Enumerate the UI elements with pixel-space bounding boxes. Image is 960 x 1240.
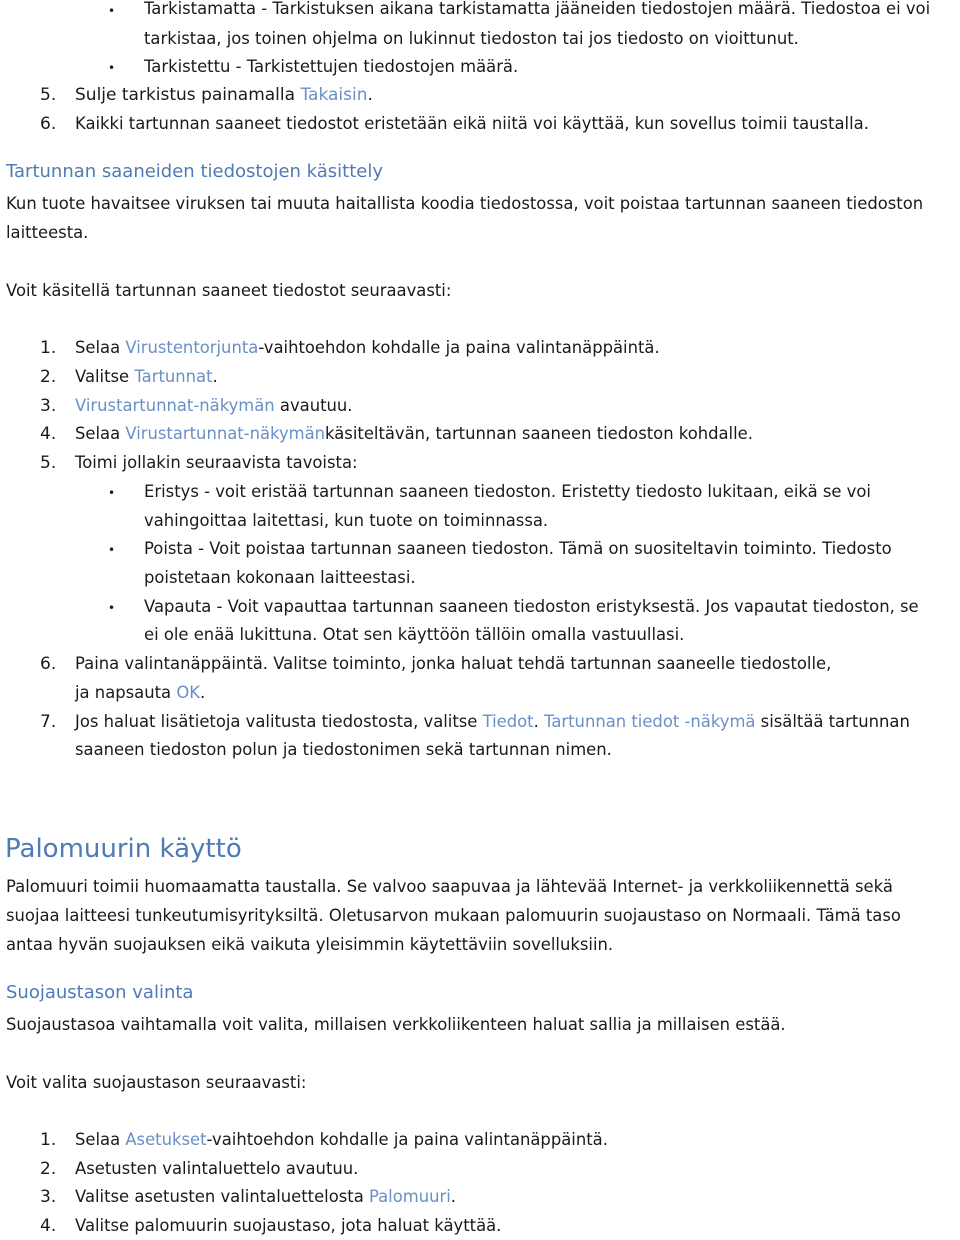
link-virustartunnat-nakyma[interactable]: Virustartunnat-näkymän xyxy=(75,396,275,415)
paragraph-text: laitteesta. xyxy=(6,223,89,242)
option-text: poistetaan kokonaan laitteestasi. xyxy=(144,568,416,587)
list-item xyxy=(75,84,373,106)
step-number: 4. xyxy=(40,1216,57,1236)
step-number: 1. xyxy=(40,338,57,358)
paragraph-text: antaa hyvän suojauksen eikä vaikuta yleisimmin käytettäviin sovelluksiin. xyxy=(6,935,614,954)
list-item xyxy=(75,337,660,359)
step-text: . xyxy=(367,85,373,105)
step-text: Selaa xyxy=(75,338,126,357)
step-text: . xyxy=(199,683,206,702)
step-text: Selaa xyxy=(75,1130,126,1149)
option-text: Eristys - voit eristää tartunnan saaneen tiedoston. Eristetty tiedosto lukitaan, eikä se voi xyxy=(144,482,871,501)
step-text: Valitse palomuurin suojaustaso, jota haluat käyttää. xyxy=(75,1216,502,1235)
step-text: Valitse asetusten valintaluettelosta xyxy=(75,1187,369,1206)
option-text: ei ole enää lukittuna. Otat sen käyttöön tällöin omalla vastuullasi. xyxy=(144,625,685,644)
list-item xyxy=(75,1186,456,1208)
step-number: 6. xyxy=(40,114,57,134)
link-takaisin[interactable]: Takaisin xyxy=(300,85,368,105)
option-text: Poista - Voit poistaa tartunnan saaneen tiedoston. Tämä on suositeltavin toiminto. Tiedosto xyxy=(144,539,892,558)
step-text: saaneen tiedoston polun ja tiedostonimen sekä tartunnan nimen. xyxy=(75,740,612,759)
step-text: Selaa xyxy=(75,424,126,443)
step-text: sisältää tartunnan xyxy=(755,712,910,731)
step-text: ja napsauta xyxy=(75,683,177,702)
paragraph-text: suojaa laitteesi tunkeutumisyrityksiltä. Oletusarvon mukaan palomuurin suojaustaso on Normaali. Tämä taso xyxy=(6,906,901,925)
list-item xyxy=(75,1129,608,1151)
list-item xyxy=(75,711,910,733)
list-item xyxy=(75,366,218,388)
step-text: . xyxy=(533,712,545,731)
step-text: -vaihtoehdon kohdalle ja paina valintanäppäintä. xyxy=(206,1130,608,1149)
list-item xyxy=(75,423,753,445)
bullet-icon: • xyxy=(108,486,116,500)
page-heading: Palomuurin käyttö xyxy=(5,834,242,864)
step-number: 3. xyxy=(40,396,57,416)
link-tartunnan-tiedot[interactable]: Tartunnan tiedot -näkymä xyxy=(544,712,756,731)
section-heading: Tartunnan saaneiden tiedostojen käsittely xyxy=(6,161,384,182)
bullet-icon: • xyxy=(108,601,116,615)
step-text: Toimi jollakin seuraavista tavoista: xyxy=(75,453,358,472)
step-number: 2. xyxy=(40,1159,57,1179)
bullet-icon: • xyxy=(108,4,116,18)
step-text: avautuu. xyxy=(274,396,353,415)
step-number: 2. xyxy=(40,367,57,387)
step-text: käsiteltävän, tartunnan saaneen tiedoston kohdalle. xyxy=(325,424,753,443)
step-number: 5. xyxy=(40,453,57,473)
list-item xyxy=(75,682,205,704)
step-text: -vaihtoehdon kohdalle ja paina valintanäppäintä. xyxy=(258,338,660,357)
step-number: 3. xyxy=(40,1187,57,1207)
step-number: 4. xyxy=(40,424,57,444)
link-palomuuri[interactable]: Palomuuri xyxy=(368,1187,451,1206)
link-virustartunnat-nakyma[interactable]: Virustartunnat-näkymän xyxy=(125,424,326,443)
step-text: Jos haluat lisätietoja valitusta tiedostosta, valitse xyxy=(75,712,483,731)
link-asetukset[interactable]: Asetukset xyxy=(125,1130,207,1149)
step-text: Valitse xyxy=(75,367,135,386)
paragraph-text: Kun tuote havaitsee viruksen tai muuta haitallista koodia tiedostossa, voit poistaa tartunnan saaneen tiedoston xyxy=(6,194,924,213)
list-item-text: Tarkistettu - Tarkistettujen tiedostojen määrä. xyxy=(144,57,519,76)
link-virustentorjunta[interactable]: Virustentorjunta xyxy=(125,338,259,357)
bullet-icon: • xyxy=(108,61,116,75)
step-text: . xyxy=(450,1187,456,1206)
step-text: Sulje tarkistus painamalla xyxy=(75,85,301,105)
option-text: vahingoittaa laitettasi, kun tuote on toiminnassa. xyxy=(144,511,549,530)
step-number: 7. xyxy=(40,712,57,732)
paragraph-text: Voit valita suojaustason seuraavasti: xyxy=(6,1073,307,1092)
step-number: 1. xyxy=(40,1130,57,1150)
paragraph-text: Palomuuri toimii huomaamatta taustalla. Se valvoo saapuvaa ja lähtevää Internet- ja verkkoliikennettä sekä xyxy=(6,877,893,896)
list-item-text: Tarkistamatta - Tarkistuksen aikana tarkistamatta jääneiden tiedostojen määrä. Tiedostoa ei voi xyxy=(144,0,931,18)
link-tiedot[interactable]: Tiedot xyxy=(482,712,534,731)
list-item-text: tarkistaa, jos toinen ohjelma on lukinnut tiedoston tai jos tiedosto on vioittunut. xyxy=(144,29,799,48)
step-number: 6. xyxy=(40,654,57,674)
link-ok[interactable]: OK xyxy=(176,683,200,702)
paragraph-text: Suojaustasoa vaihtamalla voit valita, millaisen verkkoliikenteen haluat sallia ja millaisen estää. xyxy=(6,1015,786,1034)
step-text: Kaikki tartunnan saaneet tiedostot eristetään eikä niitä voi käyttää, kun sovellus toimii taustalla. xyxy=(75,114,869,133)
step-number: 5. xyxy=(40,85,57,105)
list-item xyxy=(75,395,353,417)
section-heading: Suojaustason valinta xyxy=(6,982,194,1003)
bullet-icon: • xyxy=(108,543,116,557)
step-text: Asetusten valintaluettelo avautuu. xyxy=(75,1159,359,1178)
step-text: . xyxy=(212,367,218,386)
paragraph-text: Voit käsitellä tartunnan saaneet tiedostot seuraavasti: xyxy=(6,281,452,300)
link-tartunnat[interactable]: Tartunnat xyxy=(134,367,213,386)
option-text: Vapauta - Voit vapauttaa tartunnan saaneen tiedoston eristyksestä. Jos vapautat tiedoston, se xyxy=(144,597,919,616)
step-text: Paina valintanäppäintä. Valitse toiminto, jonka haluat tehdä tartunnan saaneelle tiedostolle, xyxy=(75,654,832,673)
